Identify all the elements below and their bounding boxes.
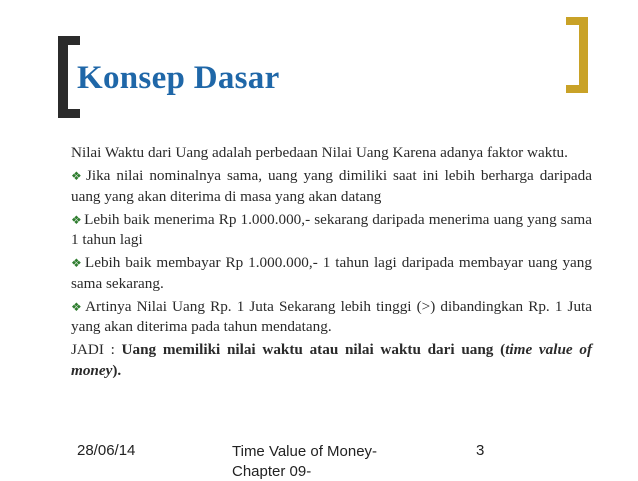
bullet-item [71,166,592,207]
footer-date: 28/06/14 [77,442,135,459]
left-bracket-top [58,36,80,45]
footer-title-line2: Chapter 09- [232,462,412,481]
bullet-text: Jika nilai nominalnya sama, uang yang dimiliki saat ini lebih berharga daripada uang yang akan diterima di masa yang akan datang [71,167,592,205]
conclusion-prefix: JADI : [71,341,122,358]
right-bracket-vertical [579,17,588,93]
left-bracket-vertical [58,36,68,118]
bullet-text: Artinya Nilai Uang Rp. 1 Juta Sekarang lebih tinggi (>) dibandingkan Rp. 1 Juta yang akan diterima pada tahun mendatang. [71,298,592,336]
diamond-bullet-icon: ❖ [71,300,83,314]
intro-paragraph: Nilai Waktu dari Uang adalah perbedaan Nilai Uang Karena adanya faktor waktu. [71,143,592,164]
bullet-text: Lebih baik menerima Rp 1.000.000,- sekarang daripada menerima uang yang sama 1 tahun lagi [71,211,592,249]
bullet-item [71,297,592,338]
left-bracket-bottom [58,109,80,118]
right-bracket-top [566,17,588,25]
slide-body [71,143,592,384]
footer-page-number: 3 [476,442,484,459]
conclusion-bold-text: Uang memiliki nilai waktu atau nilai waktu dari uang ( [122,341,506,358]
conclusion-paragraph [71,340,592,381]
right-bracket-bottom [566,85,588,93]
diamond-bullet-icon: ❖ [71,213,82,227]
slide-title: Konsep Dasar [77,60,280,97]
bullet-item [71,210,592,251]
diamond-bullet-icon: ❖ [71,169,84,183]
conclusion-italic-text: time value of money [71,341,592,379]
diamond-bullet-icon: ❖ [71,256,83,270]
bullet-text: Lebih baik membayar Rp 1.000.000,- 1 tahun lagi daripada membayar uang yang sama sekarang. [71,254,592,292]
footer-title [232,442,412,481]
conclusion-suffix: ). [112,362,121,379]
bullet-item [71,253,592,294]
footer-title-line1: Time Value of Money- [232,442,412,462]
